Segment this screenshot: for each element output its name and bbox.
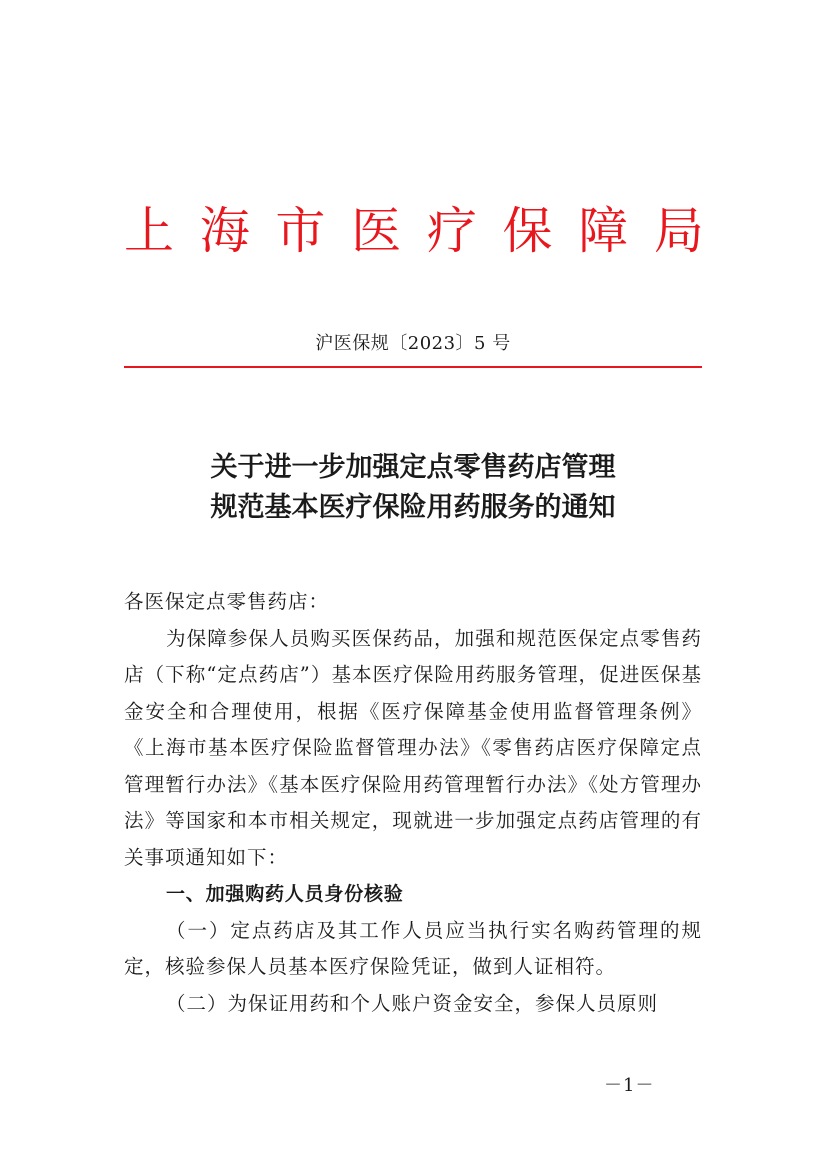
- title-line-2: 规范基本医疗保险用药服务的通知: [210, 492, 616, 523]
- section-heading: 一、加强购药人员身份核验: [166, 883, 404, 905]
- agency-header-char: 局: [653, 202, 704, 260]
- agency-header-char: 上: [124, 202, 174, 260]
- body-paragraph: （二）为保证用药和个人账户资金安全，参保人员原则: [166, 991, 659, 1015]
- intro-paragraph: 为保障参保人员购买医保药品，加强和规范医保定点零售药店（下称“定点药店”）基本医疗保险用药服务管理，促进医保基金安全和合理使用，根据《医疗保障基金使用监督管理条例》《上海市基本医疗保险监督管理办法》《零售药店医疗保障定点管理暂行办法》《基本医疗保险用药管理暂行办法》《处方管理办法》等国家和本市相关规定，现就进一步加强定点药店管理的有关事项通知如下：: [124, 626, 702, 869]
- page-number: －1－: [604, 1075, 655, 1096]
- document-body: [124, 584, 702, 1022]
- agency-header-char: 障: [578, 202, 629, 260]
- salutation: 各医保定点零售药店：: [124, 590, 330, 613]
- agency-header-char: 市: [275, 202, 326, 260]
- title-line-1: 关于进一步加强定点零售药店管理: [210, 452, 616, 483]
- body-paragraph: （一）定点药店及其工作人员应当执行实名购药管理的规定，核验参保人员基本医疗保险凭证，做到人证相符。: [124, 918, 702, 978]
- agency-header-char: 保: [502, 202, 553, 260]
- agency-header-char: 海: [199, 202, 250, 260]
- agency-header-char: 疗: [426, 202, 477, 260]
- document-title: [0, 448, 826, 528]
- document-number: 沪医保规〔2023〕5 号: [315, 333, 511, 354]
- agency-header-char: 医: [351, 202, 402, 260]
- header-divider: [124, 366, 702, 368]
- agency-header: [124, 196, 704, 266]
